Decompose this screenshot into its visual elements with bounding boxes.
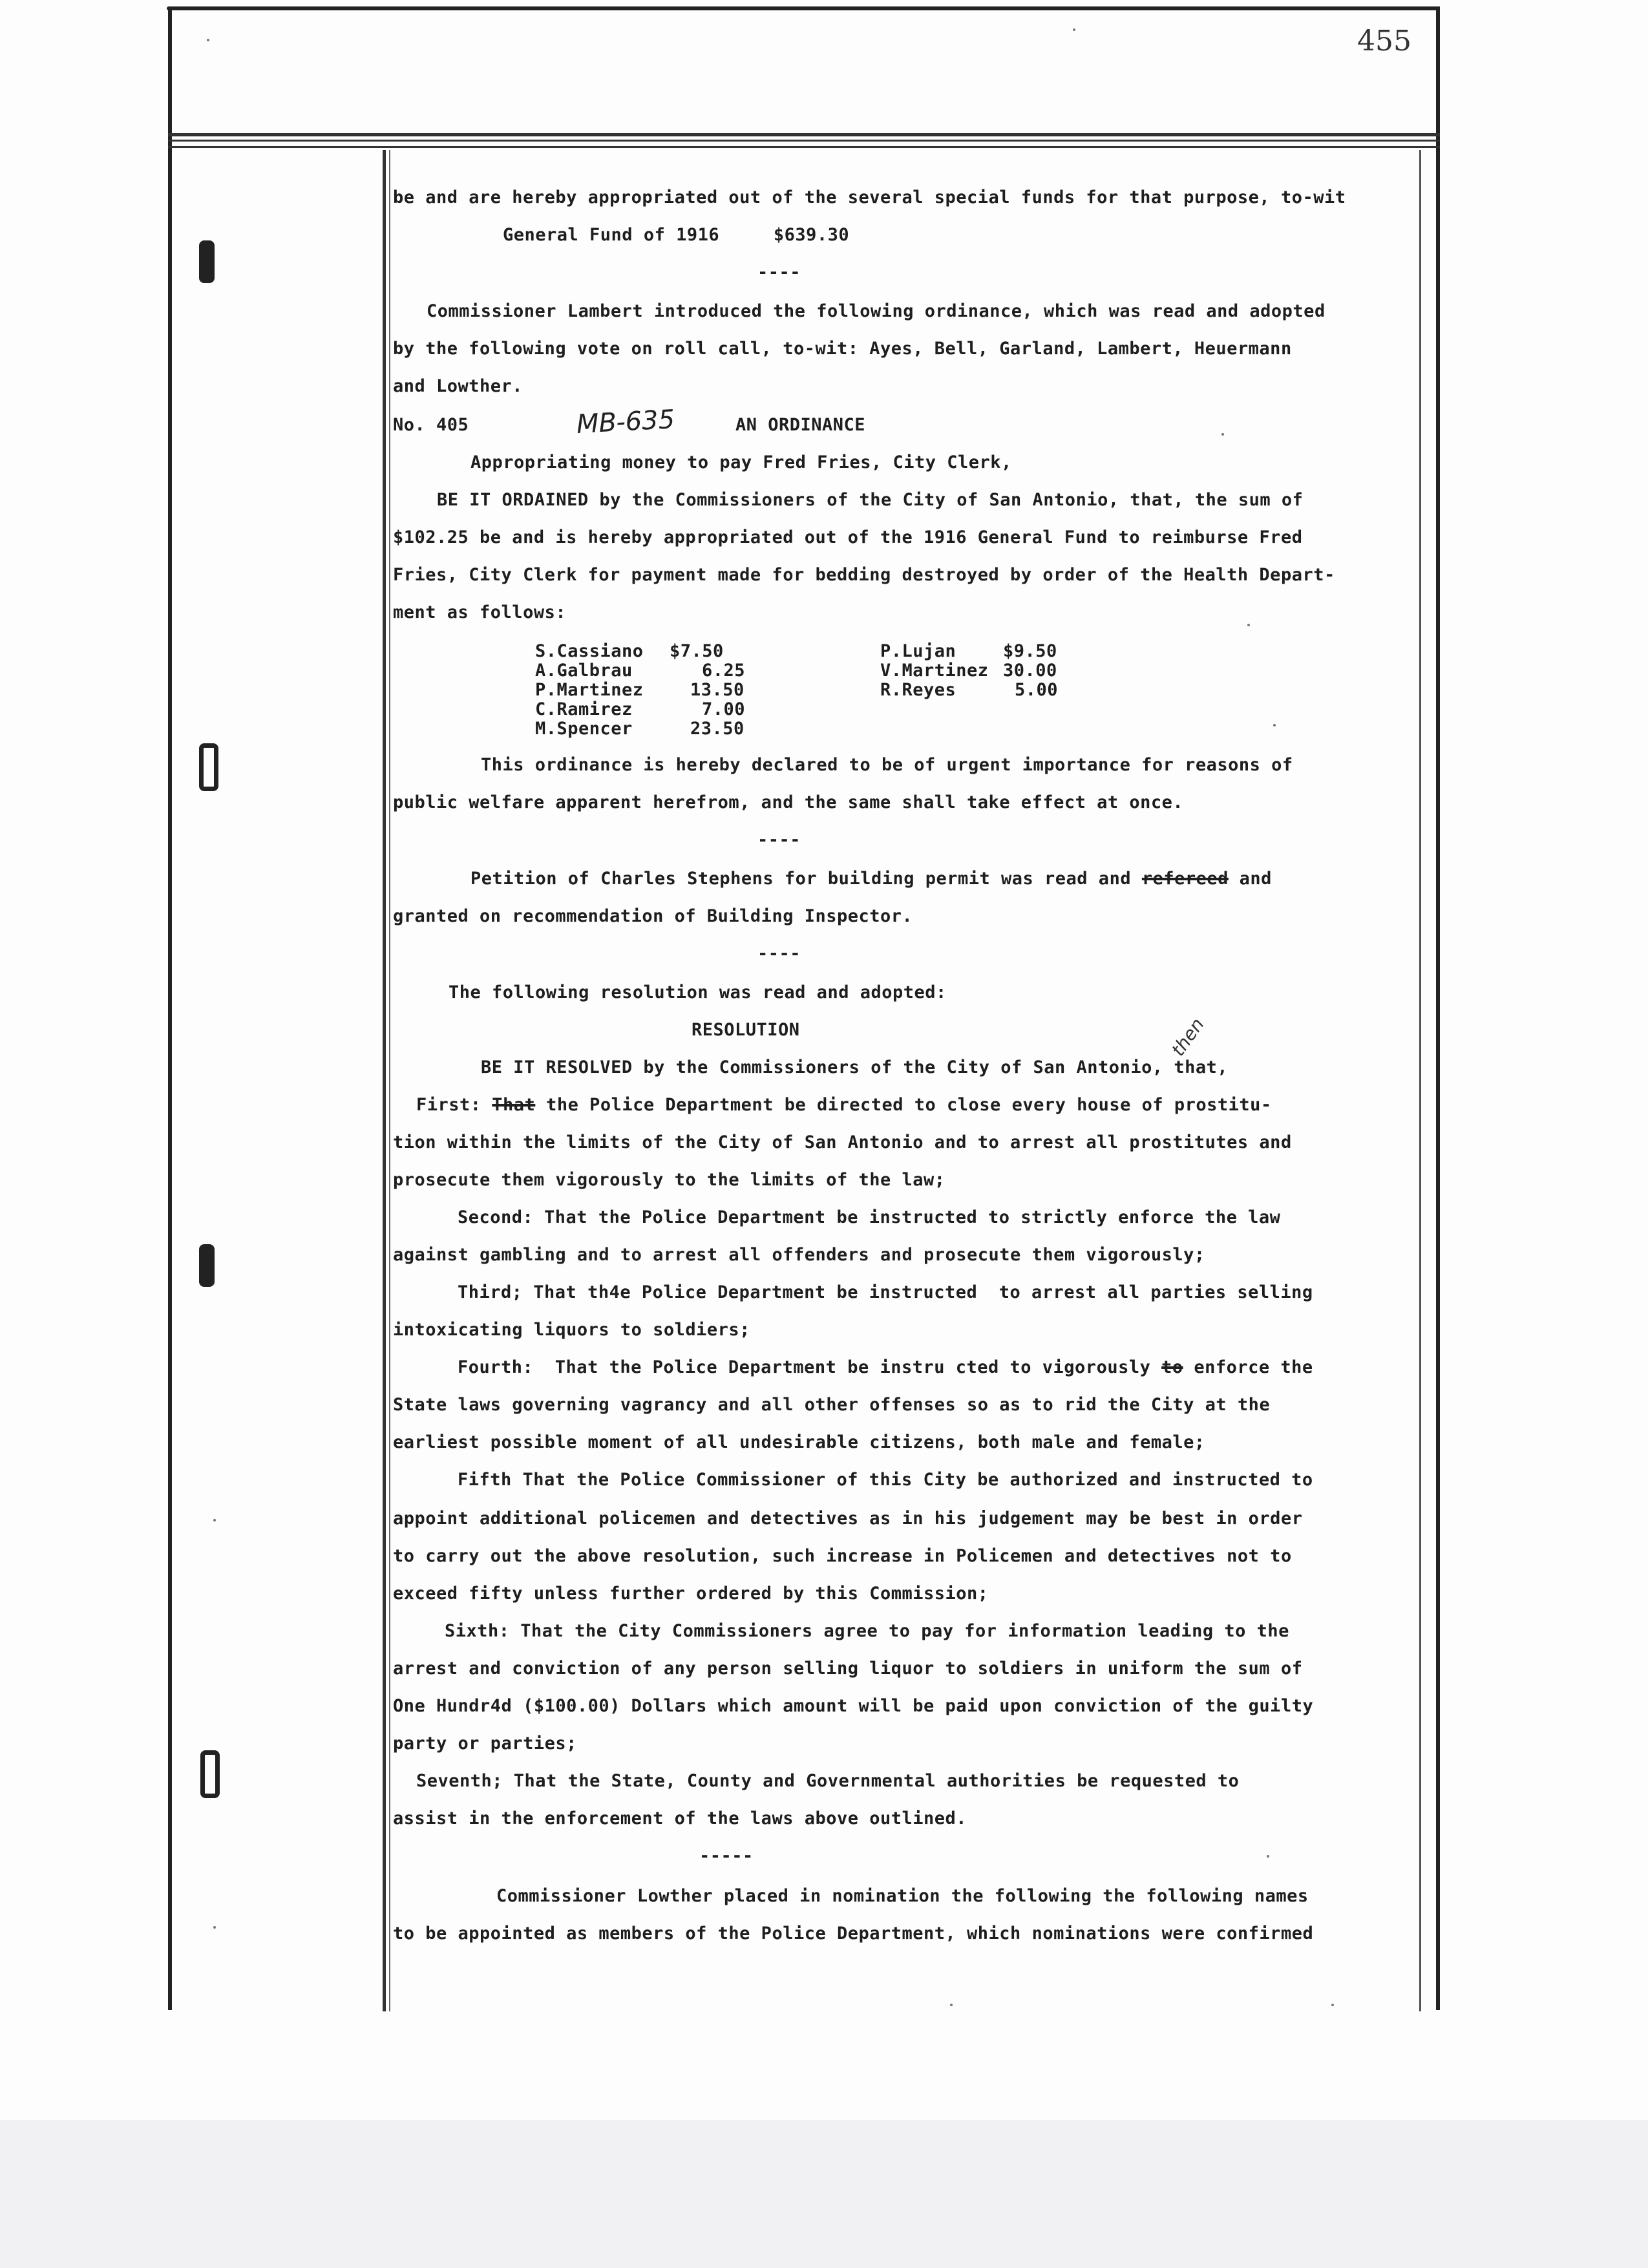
text-run: First: (416, 1095, 492, 1115)
table-amount: 23.50 (690, 719, 745, 739)
text-line: tion within the limits of the City of San Antonio and to arrest all prostitutes and (393, 1132, 1292, 1152)
header-rule-2 (168, 140, 1440, 142)
table-amount: 5.00 (1015, 680, 1059, 700)
table-name: P.Lujan (880, 641, 956, 661)
table-amount: 30.00 (1003, 661, 1057, 681)
text-line: party or parties; (393, 1733, 577, 1754)
text-line: prosecute them vigorously to the limits of the law; (393, 1170, 945, 1190)
page-number: 455 (1357, 25, 1411, 58)
struck-word: refereed (1141, 869, 1229, 889)
header-rule-3 (168, 146, 1440, 148)
speck (1267, 1855, 1269, 1858)
speck (213, 1926, 216, 1929)
speck (1221, 433, 1224, 436)
binder-hole (200, 1750, 220, 1798)
table-amount: 13.50 (690, 680, 745, 700)
text-run: Petition of Charles Stephens for building permit was read and (470, 869, 1142, 889)
text-line: be and are hereby appropriated out of the several special funds for that purpose, to-wit (393, 187, 1346, 207)
speck (213, 1519, 216, 1521)
text-line: public welfare apparent herefrom, and the same shall take effect at once. (393, 792, 1184, 812)
speck (207, 39, 209, 41)
table-amount: 7.00 (702, 699, 746, 719)
text-line: Sixth: That the City Commissioners agree to pay for information leading to the (445, 1621, 1289, 1641)
text-line: Fifth That the Police Commissioner of this City be authorized and instructed to (458, 1470, 1313, 1490)
ledger-frame-right (1436, 6, 1440, 2010)
margin-rule-inner (389, 150, 390, 2011)
right-margin-rule (1419, 150, 1421, 2011)
text-line: ment as follows: (393, 602, 567, 622)
text-line (470, 869, 1272, 889)
text-line (458, 1357, 1313, 1378)
text-line: $102.25 be and is hereby appropriated out of the 1916 General Fund to reimburse Fred (393, 527, 1303, 547)
text-line: One Hundr4d ($100.00) Dollars which amount will be paid upon conviction of the guilty (393, 1696, 1314, 1716)
table-name: S.Cassiano (535, 641, 644, 661)
table-name: C.Ramirez (535, 699, 633, 719)
text-line: assist in the enforcement of the laws above outlined. (393, 1808, 967, 1828)
text-line: exceed fifty unless further ordered by this Commission; (393, 1584, 989, 1604)
text-line: Commissioner Lambert introduced the following ordinance, which was read and adopted (427, 301, 1326, 321)
text-line: Seventh; That the State, County and Governmental authorities be requested to (416, 1771, 1240, 1791)
ledger-frame-top (167, 6, 1440, 10)
text-line: by the following vote on roll call, to-wit: Ayes, Bell, Garland, Lambert, Heuermann (393, 339, 1292, 359)
margin-rule (383, 150, 386, 2011)
text-line: earliest possible moment of all undesirable citizens, both male and female; (393, 1432, 1205, 1452)
text-line: and Lowther. (393, 376, 523, 396)
binder-hole (199, 240, 215, 283)
resolution-heading: RESOLUTION (692, 1020, 800, 1040)
separator: ---- (757, 262, 801, 282)
table-name: M.Spencer (535, 719, 633, 739)
table-amount: $7.50 (670, 641, 724, 661)
text-line: BE IT RESOLVED by the Commissioners of the City of San Antonio, that, (481, 1057, 1229, 1077)
scanner-background (0, 2120, 1648, 2268)
separator: ----- (699, 1846, 754, 1866)
binder-hole (199, 743, 218, 791)
text-line: This ordinance is hereby declared to be of urgent importance for reasons of (481, 755, 1293, 775)
struck-word: That (492, 1095, 536, 1115)
text-line (416, 1095, 1272, 1116)
speck (1273, 724, 1276, 726)
text-line: Second: That the Police Department be instructed to strictly enforce the law (458, 1207, 1281, 1227)
text-run: the Police Department be directed to close every house of prostitu- (535, 1095, 1272, 1115)
text-line: against gambling and to arrest all offenders and prosecute them vigorously; (393, 1245, 1205, 1265)
text-line: General Fund of 1916 $639.30 (503, 225, 850, 245)
text-line: granted on recommendation of Building Inspector. (393, 906, 913, 926)
handwritten-marginal-note: MB-635 (575, 405, 676, 440)
table-name: P.Martinez (535, 680, 644, 700)
text-line: The following resolution was read and adopted: (449, 982, 947, 1002)
text-line: Appropriating money to pay Fred Fries, City Clerk, (470, 452, 1012, 472)
text-run: enforce the (1183, 1357, 1313, 1377)
text-line: appoint additional policemen and detectives as in his judgement may be best in order (393, 1509, 1303, 1529)
struck-word: to (1161, 1357, 1183, 1377)
text-line: Commissioner Lowther placed in nomination the following the following names (496, 1886, 1309, 1906)
ordinance-number: No. 405 (393, 415, 469, 435)
text-line: Fries, City Clerk for payment made for bedding destroyed by order of the Health Depart- (393, 565, 1335, 585)
separator: ---- (757, 830, 801, 850)
binder-hole (199, 1244, 215, 1287)
header-rule-1 (168, 133, 1440, 136)
text-line: to carry out the above resolution, such increase in Policemen and detectives not to (393, 1546, 1292, 1566)
handwritten-insertion: then (1167, 1013, 1209, 1061)
speck (1331, 2004, 1334, 2006)
speck (950, 2004, 953, 2006)
ledger-frame-left (168, 6, 172, 2010)
table-name: A.Galbrau (535, 661, 633, 681)
table-name: V.Martinez (880, 661, 989, 681)
table-amount: $9.50 (1003, 641, 1057, 661)
text-line: intoxicating liquors to soldiers; (393, 1320, 750, 1340)
ordinance-heading: AN ORDINANCE (735, 415, 866, 435)
separator: ---- (757, 944, 801, 964)
table-amount: 6.25 (702, 661, 746, 681)
speck (1073, 28, 1075, 31)
table-name: R.Reyes (880, 680, 956, 700)
text-line: arrest and conviction of any person selling liquor to soldiers in uniform the sum of (393, 1659, 1303, 1679)
text-line: State laws governing vagrancy and all other offenses so as to rid the City at the (393, 1395, 1271, 1415)
text-run: Fourth: That the Police Department be instru cted to vigorously (458, 1357, 1162, 1377)
speck (1247, 624, 1250, 626)
text-line: BE IT ORDAINED by the Commissioners of the City of San Antonio, that, the sum of (437, 490, 1304, 510)
text-run: and (1228, 869, 1272, 889)
text-line: Third; That th4e Police Department be instructed to arrest all parties selling (458, 1282, 1313, 1302)
text-line: to be appointed as members of the Police Department, which nominations were confirmed (393, 1924, 1314, 1944)
